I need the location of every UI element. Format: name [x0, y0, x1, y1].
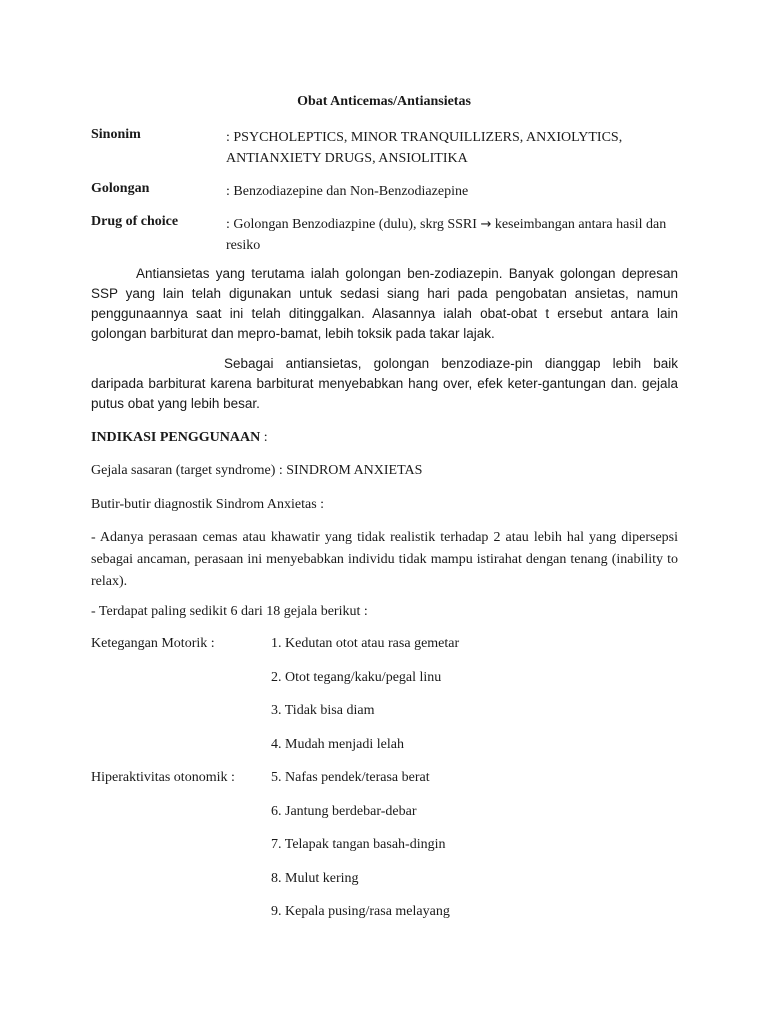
definition-label: Drug of choice [91, 214, 179, 229]
symptom-group-label-otonomik: Hiperaktivitas otonomik : [91, 770, 235, 785]
diagnostic-criterion-1: - Adanya perasaan cemas atau khawatir yang tidak realistik terhadap 2 atau lebih hal yang dipersepsi sebagai ancaman, perasaan ini menyebabkan individu tidak mampu istirahat dengan tenang (inability to relax). [91, 530, 678, 589]
definition-value: : PSYCHOLEPTICS, MINOR TRANQUILLIZERS, ANXIOLYTICS, ANTIANXIETY DRUGS, ANSIOLITIKA [226, 130, 623, 166]
definition-value: : Benzodiazepine dan Non-Benzodiazepine [226, 184, 469, 199]
symptom-list-item: 4. Mudah menjadi lelah [271, 737, 404, 752]
symptom-list-item: 3. Tidak bisa diam [271, 703, 375, 718]
symptom-list-item: 8. Mulut kering [271, 871, 359, 886]
symptom-group-label-motorik: Ketegangan Motorik : [91, 636, 215, 651]
section-heading-text: INDIKASI PENGGUNAAN [91, 430, 261, 445]
symptom-list-item: 1. Kedutan otot atau rasa gemetar [271, 636, 460, 651]
definition-label: Golongan [91, 181, 150, 196]
target-syndrome-line: Gejala sasaran (target syndrome) : SINDROM ANXIETAS [91, 463, 423, 478]
section-heading-indikasi [91, 427, 678, 449]
symptom-list-item: 6. Jantung berdebar-debar [271, 804, 417, 819]
symptom-list-item: 9. Kepala pusing/rasa melayang [271, 904, 450, 919]
symptom-list-item: 2. Otot tegang/kaku/pegal linu [271, 670, 442, 685]
diagnostic-criterion-2: - Terdapat paling sedikit 6 dari 18 gejala berikut : [91, 604, 368, 619]
definition-value-suffix: keseimbangan antara hasil dan resiko [226, 217, 667, 253]
definition-value [226, 214, 676, 256]
section-heading-colon: : [260, 430, 268, 445]
symptom-list-item: 5. Nafas pendek/terasa berat [271, 770, 430, 785]
diagnostic-intro-line: Butir-butir diagnostik Sindrom Anxietas : [91, 497, 325, 512]
definition-value-prefix: : Golongan Benzodiazpine (dulu), skrg SSRI [226, 217, 477, 232]
arrow-right-icon: → [480, 217, 492, 232]
paragraph-intro: Antiansietas yang terutama ialah golongan ben-zodiazepin. Banyak golongan depresan SSP yang lain telah digunakan untuk sedasi siang hari pada pengobatan ansietas, namun penggunaannya saat ini telah ditinggalkan. Alasannya ialah obat-obat t ersebut antara lain golongan barbiturat dan mepro-bamat, lebih toksik pada takar lajak. [91, 266, 678, 341]
definition-label: Sinonim [91, 127, 141, 142]
paragraph-comparison: Sebagai antiansietas, golongan benzodiaze-pin dianggap lebih baik daripada barbiturat karena barbiturat menyebabkan hang over, efek keter-gantungan dan. gejala putus obat yang lebih besar. [91, 356, 678, 411]
symptom-list-item: 7. Telapak tangan basah-dingin [271, 837, 446, 852]
document-title: Obat Anticemas/Antiansietas [297, 94, 471, 109]
